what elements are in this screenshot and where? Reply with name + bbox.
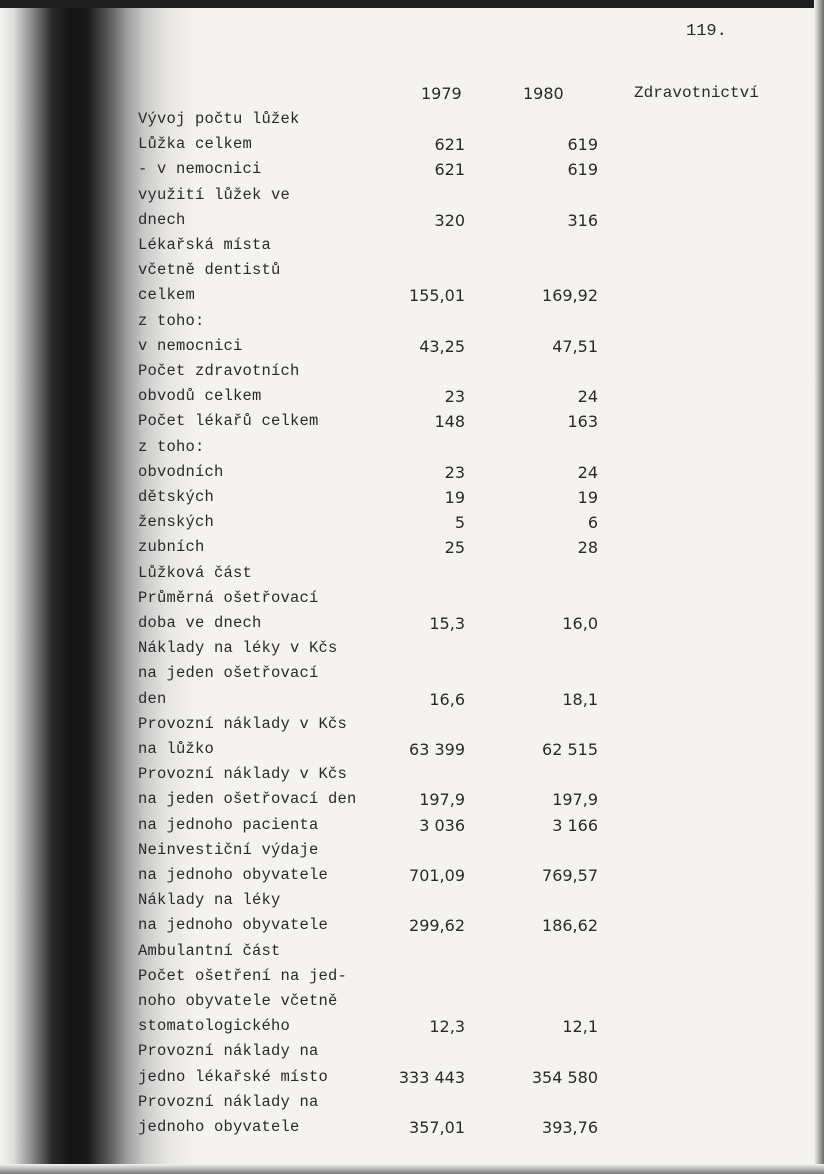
- value-1980: 769,57: [542, 866, 598, 885]
- table-row: [0, 715, 824, 739]
- value-1979: 23: [444, 387, 465, 406]
- value-1979: 299,62: [409, 916, 465, 935]
- table-row: [0, 135, 824, 159]
- row-label: obvodů celkem: [138, 387, 262, 405]
- row-label: Počet lékařů celkem: [138, 412, 319, 430]
- table-row: [0, 916, 824, 940]
- row-label: ženských: [138, 513, 215, 531]
- value-1980: 393,76: [542, 1118, 598, 1137]
- value-1979: 16,6: [429, 690, 465, 709]
- table-row: [0, 841, 824, 865]
- row-label: na jednoho pacienta: [138, 816, 319, 834]
- row-label: na jeden ošetřovací: [138, 664, 319, 682]
- table-row: [0, 1093, 824, 1117]
- column-header-1979: 1979: [421, 84, 462, 103]
- table-row: [0, 1118, 824, 1142]
- row-label: Náklady na léky: [138, 891, 281, 909]
- table-row: [0, 337, 824, 361]
- table-row: [0, 690, 824, 714]
- value-1980: 619: [567, 135, 598, 154]
- table-row: [0, 1017, 824, 1041]
- table-row: [0, 488, 824, 512]
- table-row: [0, 438, 824, 462]
- value-1979: 320: [434, 211, 465, 230]
- row-label: na lůžko: [138, 740, 215, 758]
- row-label: den: [138, 690, 167, 708]
- row-label: jednoho obyvatele: [138, 1118, 300, 1136]
- table-row: [0, 967, 824, 991]
- table-row: [0, 589, 824, 613]
- value-1980: 163: [567, 412, 598, 431]
- value-1980: 6: [587, 513, 598, 532]
- value-1979: 621: [434, 135, 465, 154]
- row-label: noho obyvatele včetně: [138, 992, 338, 1010]
- table-row: [0, 1068, 824, 1092]
- table-row: [0, 639, 824, 663]
- row-label: Průměrná ošetřovací: [138, 589, 319, 607]
- table-row: [0, 312, 824, 336]
- row-label: Náklady na léky v Kčs: [138, 639, 338, 657]
- table-row: [0, 160, 824, 184]
- row-label: Počet zdravotních: [138, 362, 300, 380]
- value-1979: 155,01: [409, 286, 465, 305]
- value-1980: 186,62: [542, 916, 598, 935]
- row-label: - v nemocnici: [138, 160, 262, 178]
- value-1979: 63 399: [409, 740, 465, 759]
- table-row: [0, 790, 824, 814]
- table-row: [0, 538, 824, 562]
- value-1979: 15,3: [429, 614, 465, 633]
- row-label: z toho:: [138, 312, 205, 330]
- table-row: [0, 816, 824, 840]
- value-1980: 354 580: [531, 1068, 598, 1087]
- value-1980: 169,92: [542, 286, 598, 305]
- value-1979: 25: [444, 538, 465, 557]
- value-1979: 333 443: [398, 1068, 465, 1087]
- row-label: obvodních: [138, 463, 224, 481]
- value-1979: 23: [444, 463, 465, 482]
- row-label: Provozní náklady v Kčs: [138, 765, 348, 783]
- value-1979: 197,9: [419, 790, 465, 809]
- table-row: [0, 866, 824, 890]
- row-label: Ambulantní část: [138, 942, 281, 960]
- table-row: [0, 513, 824, 537]
- table-row: [0, 614, 824, 638]
- table-row: [0, 942, 824, 966]
- row-label: dětských: [138, 488, 215, 506]
- value-1979: 5: [454, 513, 465, 532]
- table-row: [0, 664, 824, 688]
- page-number: 119.: [686, 22, 727, 41]
- row-label: dnech: [138, 211, 186, 229]
- table-row: [0, 261, 824, 285]
- row-label: využití lůžek ve: [138, 186, 291, 204]
- row-label: Lékařská místa: [138, 236, 272, 254]
- row-label: zubních: [138, 538, 205, 556]
- row-label: na jednoho obyvatele: [138, 916, 329, 934]
- table-row: [0, 740, 824, 764]
- value-1979: 148: [434, 412, 465, 431]
- table-row: [0, 211, 824, 235]
- column-header-1980: 1980: [523, 84, 564, 103]
- row-label: Provozní náklady na: [138, 1093, 319, 1111]
- value-1980: 62 515: [542, 740, 598, 759]
- value-1979: 621: [434, 160, 465, 179]
- value-1979: 12,3: [429, 1017, 465, 1036]
- value-1980: 3 166: [552, 816, 598, 835]
- value-1980: 18,1: [562, 690, 598, 709]
- value-1979: 357,01: [409, 1118, 465, 1137]
- row-label: celkem: [138, 286, 196, 304]
- value-1980: 24: [577, 387, 598, 406]
- value-1980: 197,9: [552, 790, 598, 809]
- table-row: [0, 236, 824, 260]
- row-label: jedno lékařské místo: [138, 1068, 329, 1086]
- row-label: stomatologického: [138, 1017, 291, 1035]
- row-label: na jednoho obyvatele: [138, 866, 329, 884]
- table-row: [0, 1042, 824, 1066]
- row-label: z toho:: [138, 438, 205, 456]
- row-label: Neinvestiční výdaje: [138, 841, 319, 859]
- row-label: na jeden ošetřovací den: [138, 790, 357, 808]
- value-1980: 316: [567, 211, 598, 230]
- value-1980: 19: [577, 488, 598, 507]
- table-row: [0, 765, 824, 789]
- row-label: Vývoj počtu lůžek: [138, 110, 300, 128]
- table-row: [0, 412, 824, 436]
- row-label: v nemocnici: [138, 337, 243, 355]
- value-1980: 619: [567, 160, 598, 179]
- value-1979: 19: [444, 488, 465, 507]
- value-1980: 12,1: [562, 1017, 598, 1036]
- table-row: [0, 110, 824, 134]
- table-row: [0, 387, 824, 411]
- row-label: Lůžková část: [138, 564, 253, 582]
- value-1980: 16,0: [562, 614, 598, 633]
- row-label: včetně dentistů: [138, 261, 281, 279]
- row-label: Počet ošetření na jed-: [138, 967, 348, 985]
- row-label: Provozní náklady v Kčs: [138, 715, 348, 733]
- row-label: doba ve dnech: [138, 614, 262, 632]
- table-row: [0, 286, 824, 310]
- table-row: [0, 362, 824, 386]
- table-row: [0, 891, 824, 915]
- table-row: [0, 992, 824, 1016]
- row-label: Lůžka celkem: [138, 135, 253, 153]
- value-1979: 701,09: [409, 866, 465, 885]
- value-1980: 47,51: [552, 337, 598, 356]
- value-1980: 24: [577, 463, 598, 482]
- value-1979: 43,25: [419, 337, 465, 356]
- value-1979: 3 036: [419, 816, 465, 835]
- value-1980: 28: [577, 538, 598, 557]
- table-row: [0, 564, 824, 588]
- row-label: Provozní náklady na: [138, 1042, 319, 1060]
- table-row: [0, 463, 824, 487]
- table-row: [0, 186, 824, 210]
- section-title: Zdravotnictví: [634, 84, 759, 102]
